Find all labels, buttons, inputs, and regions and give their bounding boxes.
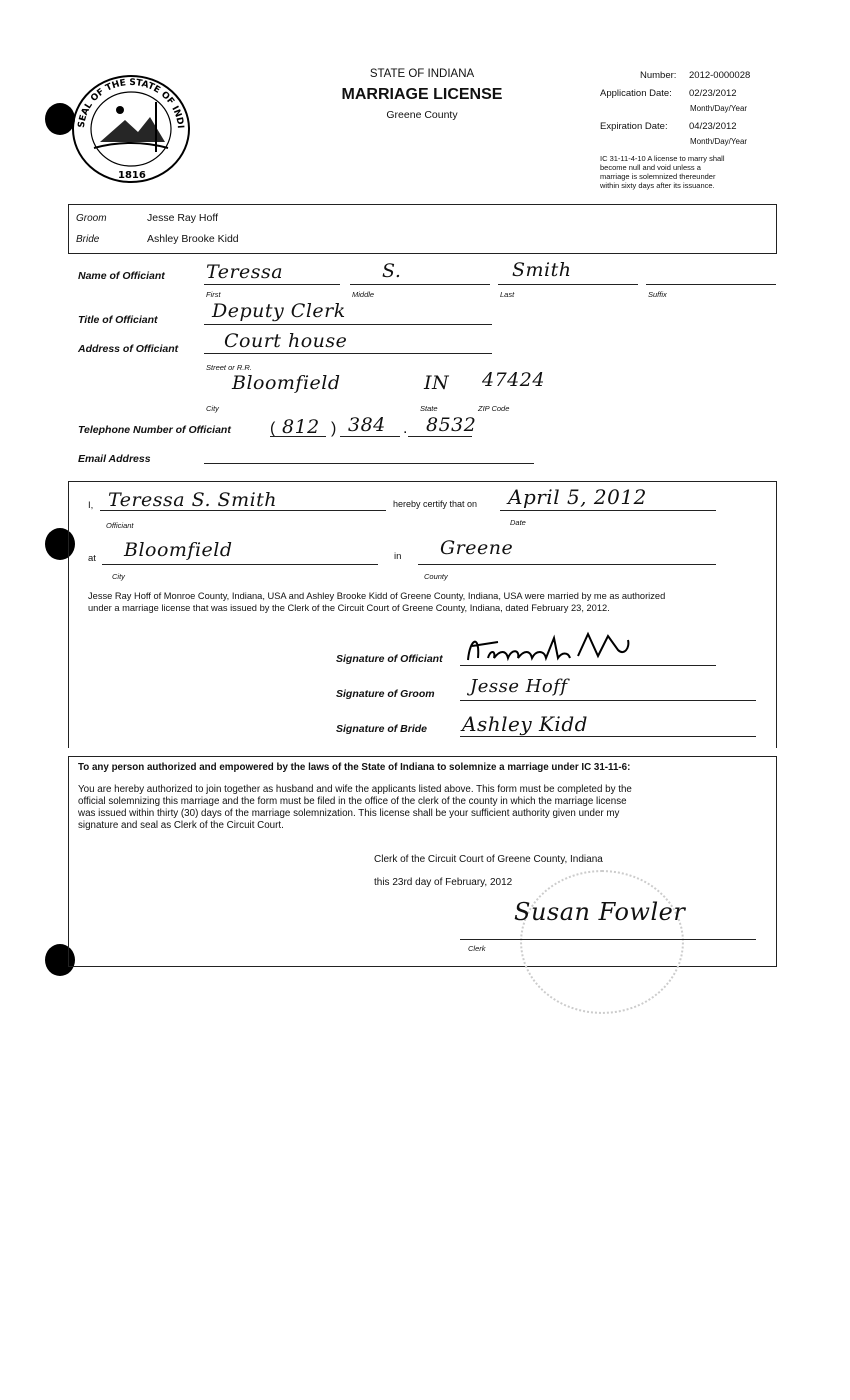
cert-date-line [500,510,716,511]
officiant-title: Deputy Clerk [212,300,346,322]
phone-prefix: 384 [348,414,386,436]
cert-certify-text: hereby certify that on [393,499,478,509]
phone-area-line [270,436,326,437]
expiration-date: 04/23/2012 [689,121,737,132]
state-seal [70,72,192,184]
court-seal-impression [520,870,684,1014]
sig-officiant-line [460,665,716,666]
clerk-signature: Susan Fowler [514,898,686,926]
authorization-body: You are hereby authorized to join together as husband and wife the applicants listed above. This form must be completed by the official solemnizing this marriage and the form must be filed in the office of the clerk of the county in which the marriage license was issued within thirty (30) days of the marriage solemnization. This license shall be your sufficient authority given under my signature and seal as Clerk of the Circuit Court. [78,784,632,831]
cert-in: in [394,551,402,562]
officiant-zip: 47424 [482,369,545,391]
officiant-last-name: Smith [512,259,572,281]
cert-city-line [102,564,378,565]
cert-date-caption: Date [510,518,526,527]
phone-dot: . [403,420,408,437]
sig-officiant-label: Signature of Officiant [336,653,443,665]
bride-signature: Ashley Kidd [462,712,588,736]
last-name-line [498,284,638,285]
street-line [204,353,492,354]
clerk-court-line: Clerk of the Circuit Court of Greene County, Indiana [374,854,603,865]
email-line [204,463,534,464]
phone-paren-open: ( [270,420,276,437]
officiant-street: Court house [224,330,348,352]
city-caption: City [206,404,219,413]
clerk-date-line: this 23rd day of February, 2012 [374,877,513,888]
svg-text:SEAL OF THE STATE OF INDIANA: SEAL OF THE STATE OF INDI [76,77,185,129]
application-date: 02/23/2012 [689,88,737,99]
sig-groom-label: Signature of Groom [336,688,435,700]
cert-officiant-name: Teressa S. Smith [108,489,278,511]
phone-line-line [408,436,472,437]
cert-city: Bloomfield [124,539,233,561]
cert-officiant-caption: Officiant [106,521,134,530]
sig-bride-line [460,736,756,737]
officiant-phone-label: Telephone Number of Officiant [78,424,231,436]
officiant-city: Bloomfield [232,372,341,394]
state-heading: STATE OF INDIANA [369,68,475,80]
first-caption: First [206,290,221,299]
cert-city-caption: City [112,572,125,581]
phone-prefix-line [340,436,400,437]
application-date-label: Application Date: [600,88,672,99]
officiant-first-name: Teressa [206,261,284,283]
cert-officiant-line [100,510,386,511]
officiant-title-label: Title of Officiant [78,314,158,326]
officiant-name-label: Name of Officiant [78,270,165,282]
state-caption: State [420,404,438,413]
phone-paren-close: ) [331,420,337,437]
clerk-sig-line [460,939,756,940]
cert-statement: Jesse Ray Hoff of Monroe County, Indiana, USA and Ashley Brooke Kidd of Greene County, Indiana, USA were married by me as authorized under a marriage license that was issued by the Clerk of the Circuit Court of Greene County, Indiana, dated February 23, 2012. [88,591,666,613]
statute-note: IC 31-11-4-10 A license to marry shall become null and void unless a marriage is solemnized thereunder within sixty days after its issuance. [600,154,725,190]
couple-box [68,204,777,254]
bride-name: Ashley Brooke Kidd [147,233,239,245]
application-date-format: Month/Day/Year [690,104,748,113]
cert-county-caption: County [424,572,448,581]
officiant-middle-name: S. [382,260,402,282]
phone-line: 8532 [426,414,477,436]
number-label: Number: [640,70,677,81]
first-name-line [204,284,340,285]
last-caption: Last [500,290,515,299]
officiant-state: IN [424,372,450,394]
phone-area-code: 812 [282,416,320,438]
middle-caption: Middle [352,290,375,299]
sig-groom-line [460,700,756,701]
groom-name: Jesse Ray Hoff [147,212,219,224]
zip-caption: ZIP Code [478,404,510,413]
officiant-address-label: Address of Officiant [78,343,179,355]
title-line [204,324,492,325]
expiration-date-label: Expiration Date: [600,121,668,132]
officiant-signature [458,628,638,673]
cert-i: I, [88,500,94,511]
middle-name-line [350,284,490,285]
groom-label: Groom [76,213,107,224]
email-label: Email Address [78,453,151,465]
license-number: 2012-0000028 [689,70,751,81]
groom-signature: Jesse Hoff [470,676,568,697]
suffix-line [646,284,776,285]
bride-label: Bride [76,234,100,245]
authorization-heading: To any person authorized and empowered by the laws of the State of Indiana to solemnize a marriage under IC 31-11-6: [78,762,631,773]
page-title: MARRIAGE LICENSE [341,86,503,103]
street-caption: Street or R.R. [206,363,252,372]
suffix-caption: Suffix [648,290,667,299]
cert-date: April 5, 2012 [508,485,647,509]
seal-year: 1816 [118,170,146,181]
cert-at: at [88,553,96,564]
cert-county-line [418,564,716,565]
cert-county: Greene [440,537,514,559]
county-heading: Greene County [386,109,458,121]
expiration-date-format: Month/Day/Year [690,137,748,146]
clerk-caption: Clerk [468,944,486,953]
sig-bride-label: Signature of Bride [336,723,428,735]
certificate-box [68,481,777,748]
